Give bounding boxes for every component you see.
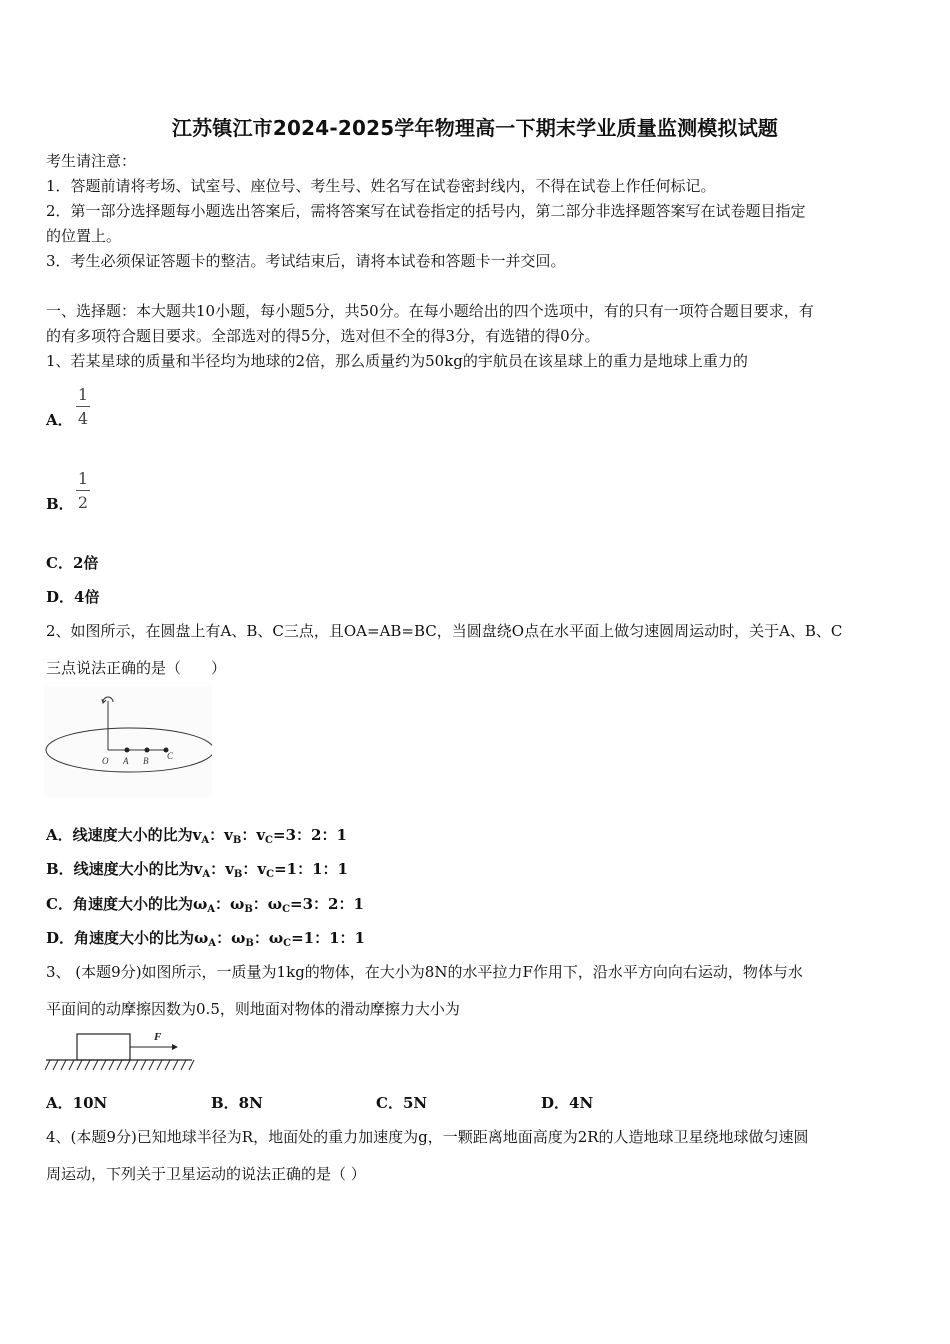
label-a: A (123, 756, 129, 766)
q2-option-a: A．线速度大小的比为$v_A$：$v_B$：$v_C=3$：2：1 (46, 826, 347, 846)
q2-option-b: B．线速度大小的比为$v_A$：$v_B$：$v_C=1$：1：1 (46, 860, 348, 880)
fraction-denominator: 2 (77, 493, 89, 512)
q4-stem-1: 4、(本题9分)已知地球半径为R，地面处的重力加速度为g，一颗距离地面高度为2R的人造地球卫星绕地球做匀速圆 (46, 1128, 809, 1146)
point-a-dot (125, 748, 130, 753)
rotating-disk-figure (44, 687, 212, 797)
q3-option-b: B．8N (211, 1094, 263, 1112)
q1-option-a-fraction (76, 385, 90, 428)
force-arrowhead-icon (172, 1044, 178, 1050)
q3-stem-1: 3、 (本题9分)如图所示，一质量为1kg的物体，在大小为8N的水平拉力F作用下，沿水平方向向右运动，物体与水 (46, 963, 803, 981)
ground-hatching (45, 1060, 194, 1070)
q2-stem-1: 2、如图所示，在圆盘上有A、B、C三点，且OA=AB=BC，当圆盘绕O点在水平面上做匀速圆周运动时，关于A、B、C (46, 622, 843, 640)
q1-option-d: D．4倍 (46, 588, 100, 606)
section-instructions-2: 的有多项符合题目要求。全部选对的得5分，选对但不全的得3分，有选错的得0分。 (46, 327, 600, 345)
section-instructions-1: 一、选择题：本大题共10小题，每小题5分，共50分。在每小题给出的四个选项中，有的只有一项符合题目要求，有 (46, 302, 814, 320)
label-c: C (167, 751, 174, 761)
q1-option-b-label: B． (46, 495, 74, 513)
q2-option-d: D．角速度大小的比为$\omega_A$：$\omega_B$：$\omega_C=1$：1：1 (46, 929, 365, 949)
block (77, 1034, 130, 1060)
q1-option-b-fraction (76, 469, 90, 512)
q1-option-a-label: A． (46, 411, 73, 429)
q1-stem: 1、若某星球的质量和半径均为地球的2倍，那么质量约为50kg的宇航员在该星球上的重力是地球上重力的 (46, 352, 748, 370)
page-title: 江苏镇江市2024-2025学年物理高一下期末学业质量监测模拟试题 (171, 116, 779, 140)
block-on-ground-figure (44, 1026, 196, 1074)
notice-item-3: 3．考生必须保证答题卡的整洁。考试结束后，请将本试卷和答题卡一并交回。 (46, 252, 566, 270)
label-o: O (102, 756, 109, 766)
label-b: B (143, 756, 149, 766)
q1-option-c: C．2倍 (46, 554, 99, 572)
notice-heading: 考生请注意： (46, 152, 137, 170)
q3-option-c: C．5N (376, 1094, 428, 1112)
notice-item-2-cont: 的位置上。 (46, 227, 122, 245)
point-b-dot (145, 748, 150, 753)
force-label: F (154, 1031, 162, 1043)
fraction-bar (76, 490, 90, 491)
q3-option-a: A．10N (46, 1094, 108, 1112)
figure-background (44, 687, 212, 797)
fraction-numerator: 1 (77, 385, 89, 404)
q4-stem-2: 周运动，下列关于卫星运动的说法正确的是（ ） (46, 1165, 366, 1183)
fraction-denominator: 4 (77, 409, 89, 428)
q2-option-c: C．角速度大小的比为$\omega_A$：$\omega_B$：$\omega_C=3$：2：1 (46, 895, 364, 915)
q2-stem-2: 三点说法正确的是（ ） (46, 659, 227, 677)
notice-item-1: 1．答题前请将考场、试室号、座位号、考生号、姓名写在试卷密封线内，不得在试卷上作任何标记。 (46, 177, 716, 195)
fraction-bar (76, 406, 90, 407)
notice-item-2: 2．第一部分选择题每小题选出答案后，需将答案写在试卷指定的括号内，第二部分非选择题答案写在试卷题目指定 (46, 202, 806, 220)
q3-option-d: D．4N (541, 1094, 594, 1112)
fraction-numerator: 1 (77, 469, 89, 488)
q3-stem-2: 平面间的动摩擦因数为0.5，则地面对物体的滑动摩擦力大小为 (46, 1000, 460, 1018)
